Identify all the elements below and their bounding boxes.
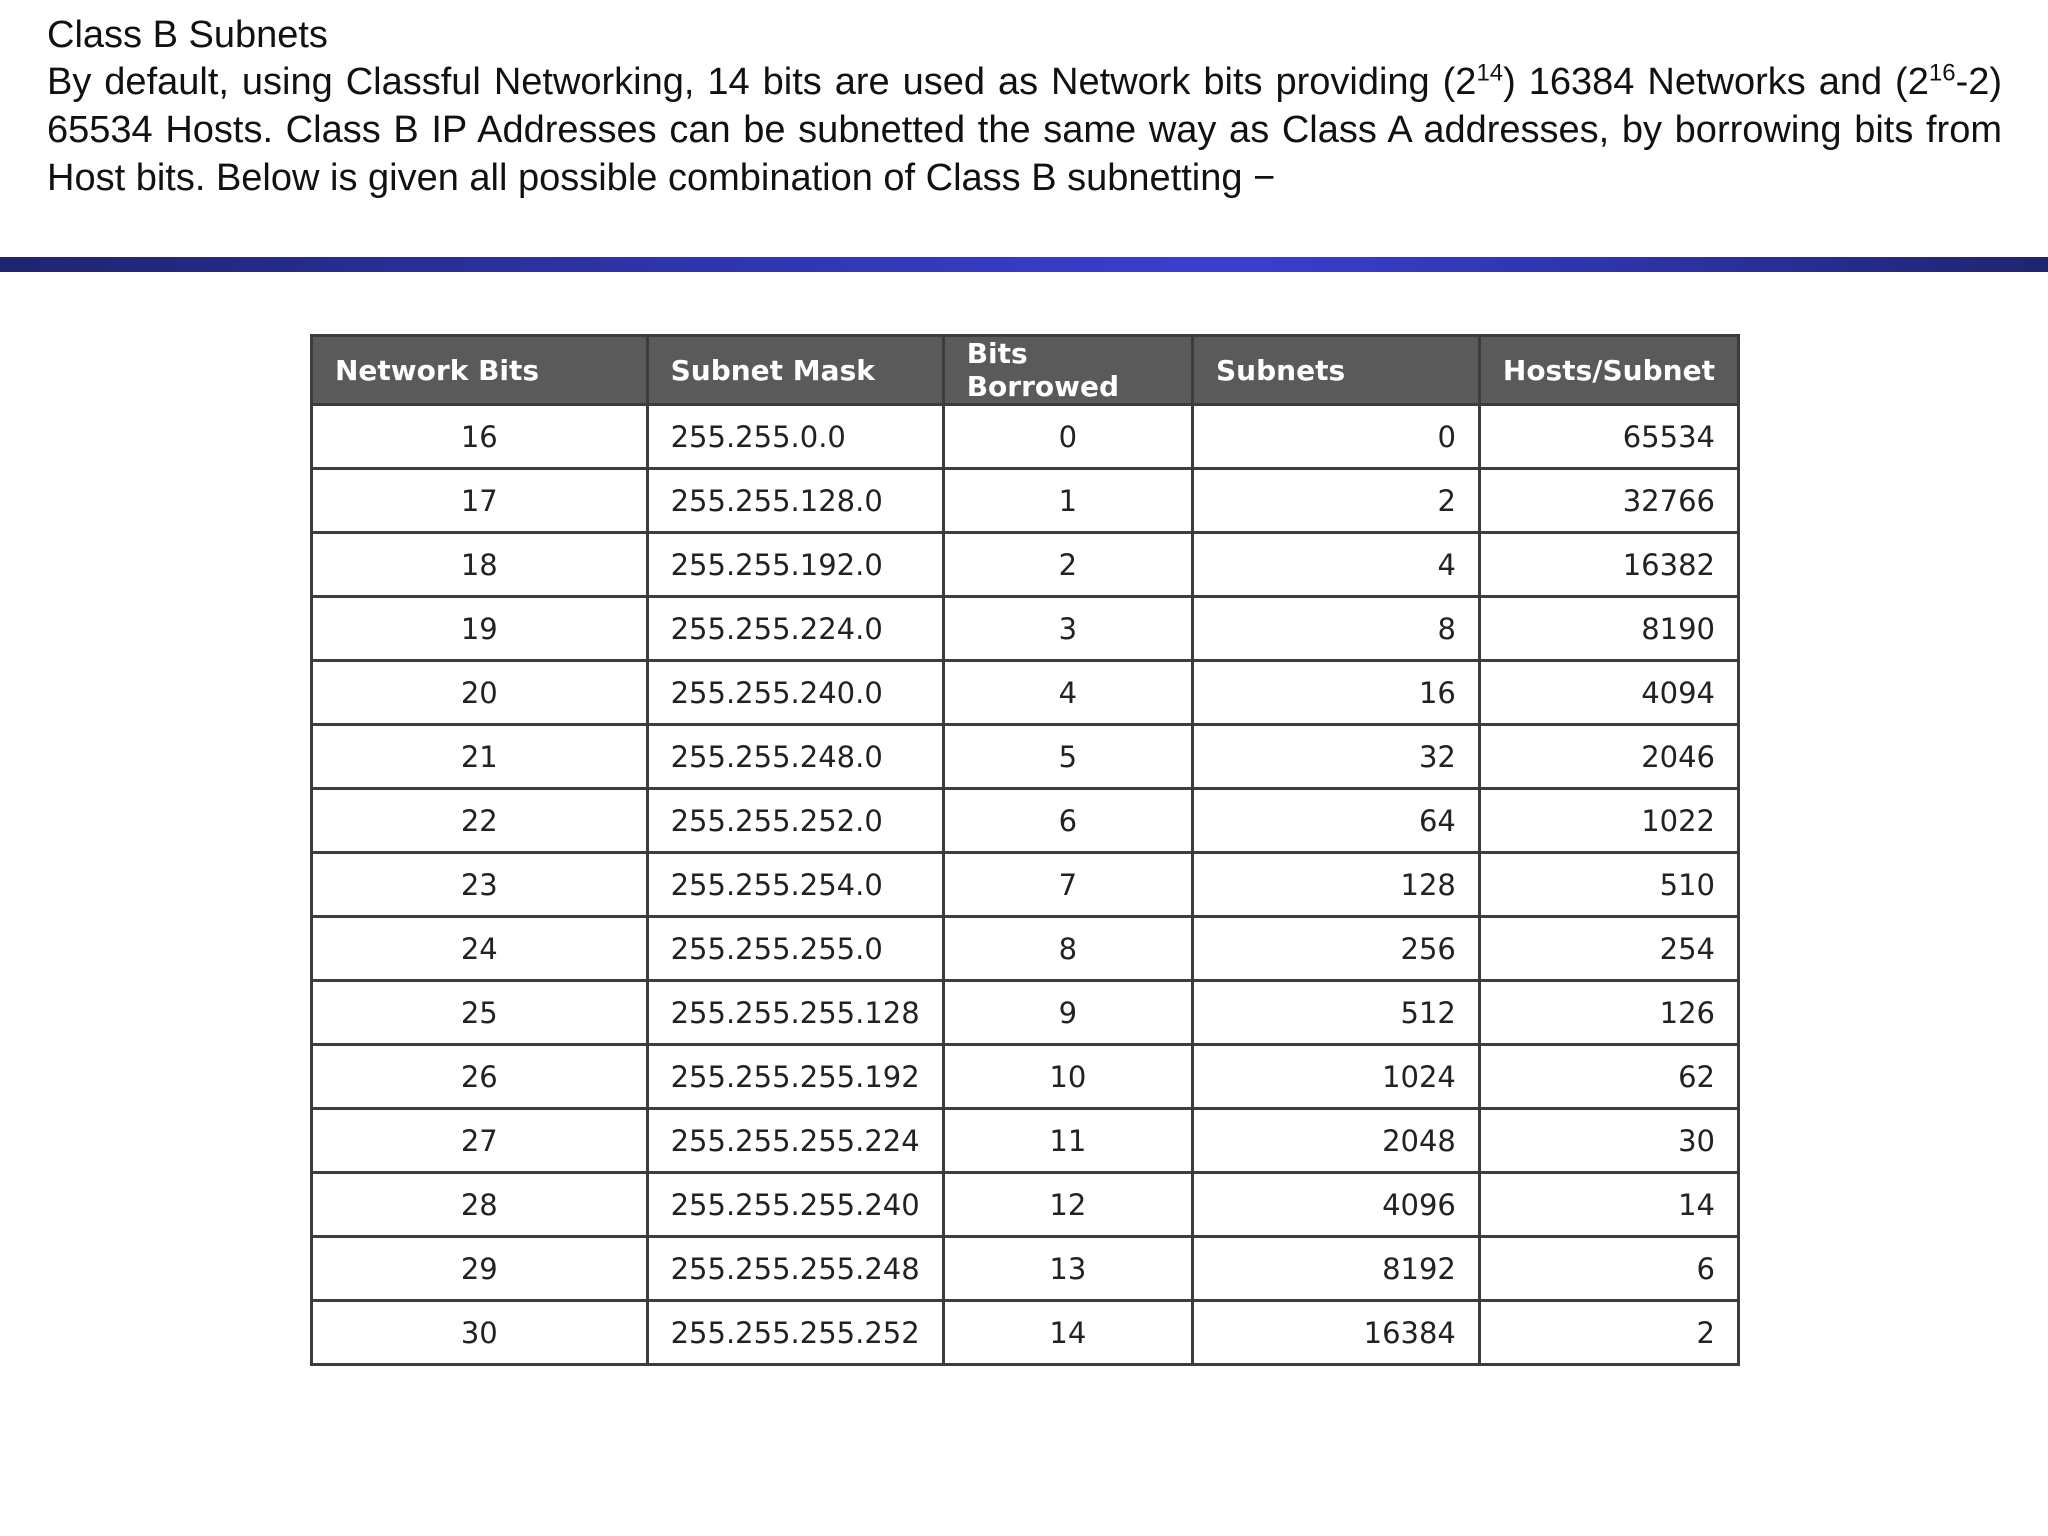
cell-network-bits: 25 <box>312 981 648 1045</box>
intro-section <box>47 12 2002 202</box>
intro-text-part2: ) 16384 Networks and (2 <box>1503 61 1929 103</box>
cell-network-bits: 20 <box>312 661 648 725</box>
cell-subnet-mask: 255.255.192.0 <box>647 533 943 597</box>
table-row <box>312 1045 1739 1109</box>
cell-subnets: 1024 <box>1193 1045 1480 1109</box>
cell-subnets: 512 <box>1193 981 1480 1045</box>
cell-bits-borrowed: 6 <box>943 789 1192 853</box>
subnet-table-container <box>310 334 1740 1366</box>
cell-subnet-mask: 255.255.252.0 <box>647 789 943 853</box>
cell-subnets: 2 <box>1193 469 1480 533</box>
cell-hosts-per-subnet: 6 <box>1479 1237 1738 1301</box>
header-network-bits: Network Bits <box>312 336 648 405</box>
table-row <box>312 725 1739 789</box>
cell-network-bits: 27 <box>312 1109 648 1173</box>
cell-subnet-mask: 255.255.255.224 <box>647 1109 943 1173</box>
cell-bits-borrowed: 12 <box>943 1173 1192 1237</box>
cell-subnet-mask: 255.255.255.128 <box>647 981 943 1045</box>
table-row <box>312 1109 1739 1173</box>
cell-bits-borrowed: 4 <box>943 661 1192 725</box>
cell-subnets: 32 <box>1193 725 1480 789</box>
table-row <box>312 917 1739 981</box>
cell-network-bits: 17 <box>312 469 648 533</box>
cell-hosts-per-subnet: 8190 <box>1479 597 1738 661</box>
cell-subnets: 4 <box>1193 533 1480 597</box>
cell-hosts-per-subnet: 126 <box>1479 981 1738 1045</box>
table-row <box>312 789 1739 853</box>
table-body <box>312 405 1739 1365</box>
cell-subnets: 128 <box>1193 853 1480 917</box>
cell-bits-borrowed: 8 <box>943 917 1192 981</box>
cell-bits-borrowed: 11 <box>943 1109 1192 1173</box>
cell-network-bits: 21 <box>312 725 648 789</box>
table-row <box>312 1237 1739 1301</box>
cell-subnets: 4096 <box>1193 1173 1480 1237</box>
cell-hosts-per-subnet: 14 <box>1479 1173 1738 1237</box>
cell-hosts-per-subnet: 30 <box>1479 1109 1738 1173</box>
cell-bits-borrowed: 14 <box>943 1301 1192 1365</box>
header-subnets: Subnets <box>1193 336 1480 405</box>
table-row <box>312 661 1739 725</box>
cell-network-bits: 26 <box>312 1045 648 1109</box>
cell-network-bits: 23 <box>312 853 648 917</box>
cell-subnet-mask: 255.255.255.192 <box>647 1045 943 1109</box>
intro-text-part3: -2) 65534 Hosts. Class B IP Addresses can be subnetted the same way as Class A addresses, by borrowing bits from Host bits. Below is given all possible combination of Class B subnetting − <box>47 61 2003 199</box>
cell-subnet-mask: 255.255.248.0 <box>647 725 943 789</box>
header-subnet-mask: Subnet Mask <box>647 336 943 405</box>
cell-subnet-mask: 255.255.255.0 <box>647 917 943 981</box>
cell-bits-borrowed: 9 <box>943 981 1192 1045</box>
cell-subnets: 256 <box>1193 917 1480 981</box>
cell-bits-borrowed: 5 <box>943 725 1192 789</box>
page-title: Class B Subnets <box>47 14 328 56</box>
table-row <box>312 853 1739 917</box>
table-row <box>312 1301 1739 1365</box>
cell-subnets: 8 <box>1193 597 1480 661</box>
cell-hosts-per-subnet: 254 <box>1479 917 1738 981</box>
table-row <box>312 1173 1739 1237</box>
header-hosts-per-subnet: Hosts/Subnet <box>1479 336 1738 405</box>
cell-subnets: 0 <box>1193 405 1480 469</box>
cell-bits-borrowed: 13 <box>943 1237 1192 1301</box>
cell-subnet-mask: 255.255.240.0 <box>647 661 943 725</box>
intro-superscript-1: 14 <box>1476 59 1504 87</box>
table-row <box>312 981 1739 1045</box>
cell-network-bits: 16 <box>312 405 648 469</box>
table-row <box>312 533 1739 597</box>
cell-subnets: 8192 <box>1193 1237 1480 1301</box>
cell-bits-borrowed: 2 <box>943 533 1192 597</box>
cell-subnet-mask: 255.255.128.0 <box>647 469 943 533</box>
cell-subnet-mask: 255.255.0.0 <box>647 405 943 469</box>
header-bits-borrowed: Bits Borrowed <box>943 336 1192 405</box>
cell-network-bits: 18 <box>312 533 648 597</box>
table-row <box>312 405 1739 469</box>
cell-subnet-mask: 255.255.224.0 <box>647 597 943 661</box>
cell-subnets: 64 <box>1193 789 1480 853</box>
cell-subnets: 2048 <box>1193 1109 1480 1173</box>
cell-network-bits: 24 <box>312 917 648 981</box>
cell-hosts-per-subnet: 510 <box>1479 853 1738 917</box>
cell-hosts-per-subnet: 32766 <box>1479 469 1738 533</box>
divider-bar <box>0 257 2048 272</box>
cell-hosts-per-subnet: 62 <box>1479 1045 1738 1109</box>
cell-hosts-per-subnet: 16382 <box>1479 533 1738 597</box>
cell-hosts-per-subnet: 4094 <box>1479 661 1738 725</box>
cell-bits-borrowed: 7 <box>943 853 1192 917</box>
cell-hosts-per-subnet: 2046 <box>1479 725 1738 789</box>
cell-bits-borrowed: 1 <box>943 469 1192 533</box>
cell-network-bits: 19 <box>312 597 648 661</box>
table-header-row <box>312 336 1739 405</box>
cell-network-bits: 29 <box>312 1237 648 1301</box>
cell-network-bits: 30 <box>312 1301 648 1365</box>
cell-bits-borrowed: 3 <box>943 597 1192 661</box>
cell-hosts-per-subnet: 2 <box>1479 1301 1738 1365</box>
table-row <box>312 597 1739 661</box>
cell-subnet-mask: 255.255.255.240 <box>647 1173 943 1237</box>
table-row <box>312 469 1739 533</box>
intro-text-part1: By default, using Classful Networking, 14 bits are used as Network bits providing (2 <box>47 61 1477 103</box>
cell-hosts-per-subnet: 65534 <box>1479 405 1738 469</box>
cell-subnet-mask: 255.255.254.0 <box>647 853 943 917</box>
intro-paragraph <box>47 58 2002 202</box>
cell-network-bits: 28 <box>312 1173 648 1237</box>
cell-subnets: 16384 <box>1193 1301 1480 1365</box>
intro-superscript-2: 16 <box>1928 59 1956 87</box>
cell-subnet-mask: 255.255.255.248 <box>647 1237 943 1301</box>
cell-network-bits: 22 <box>312 789 648 853</box>
cell-bits-borrowed: 0 <box>943 405 1192 469</box>
cell-hosts-per-subnet: 1022 <box>1479 789 1738 853</box>
cell-subnets: 16 <box>1193 661 1480 725</box>
cell-subnet-mask: 255.255.255.252 <box>647 1301 943 1365</box>
cell-bits-borrowed: 10 <box>943 1045 1192 1109</box>
subnet-table <box>310 334 1740 1366</box>
